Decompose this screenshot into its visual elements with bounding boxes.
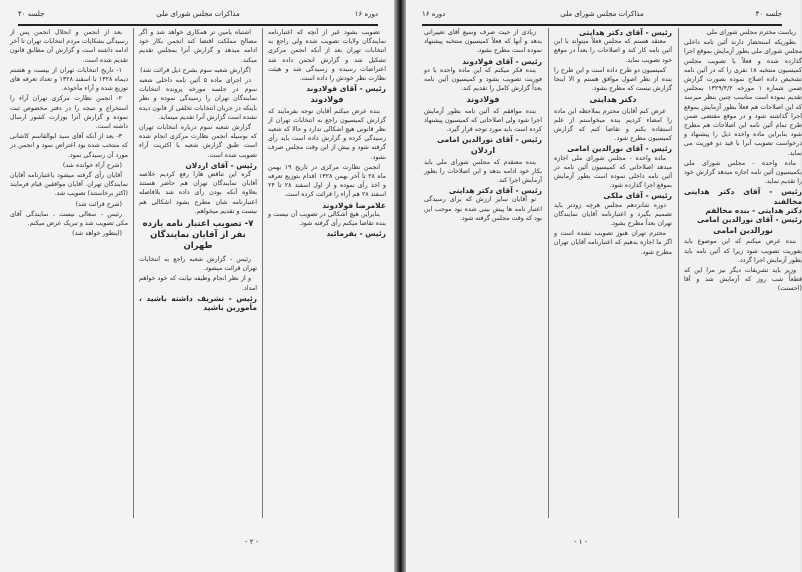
page-header: [422, 10, 782, 22]
section-heading: ۷- تصویب اعتبار نامه یازده نفر از آقایان نمایندگان طهران: [142, 219, 254, 252]
paragraph: بنده عرض میکنم که این موضوع باید بفوریت تصویب شود زیرا که آئین نامه باید بطور آزمایش اجرا گردد.: [684, 238, 802, 264]
paragraph: اشتباه یامین تر همکاری خواهد شد و اگر مصالح مملکت اقتضا کند انجمن بکار خود ادامه میدهد و گزارش آنرا بمجلس تقدیم میکند.: [139, 29, 257, 64]
paragraph: کمیسیون دو طرح داده است و این طرح را بنده از نظر اصول موافق هستم و الا اینجا گزارش نیست که مطرح بشود.: [554, 66, 672, 93]
speaker-name: رئیس - آقای دکتر هدایتی: [448, 186, 542, 196]
term-label: دوره ۱۶: [354, 10, 378, 18]
speaker-name: رئیس - آقای نورالدین امامی: [437, 135, 542, 145]
right-page: [404, 0, 800, 572]
header-rule: [422, 24, 782, 26]
paragraph: زیادی از حیث صرف وسیع آقای تغییراتی بدهد و آنها که فعلاً کمیسیون منتخبه پیشنهاد نموده است مطرح بشود.: [424, 29, 542, 55]
speaker-name: رئیس - آقای نورالدین امامی: [697, 215, 802, 225]
paragraph: عرض کنم آقایان محترم بملاحظه این ماده را امضاء کردیم بنده میخواستم از علم استفاده بکنم و تقاضا کنم که گزارش کمیسیون مطرح شود.: [554, 107, 672, 143]
speaker-name: فولادوند: [310, 95, 344, 105]
paragraph: بنده عرض میکنم آقایان توجه بفرمایند که گزارش کمیسیون راجع به انتخابات تهران از نظر قانونی هیچ اشکالی ندارد و حالا که شعبه رسیدگی کرده و گزارش داده است باید رأی گرفته شود و بیش از این وقت مجلس صرف نشود.: [268, 107, 386, 161]
term-label: دوره ۱۶: [422, 10, 446, 18]
speaker-name: غلامرضا فولادوند: [322, 200, 386, 210]
session-label: جلسه ۴۰: [755, 10, 782, 18]
speaker-name: نورالدین امامی: [713, 226, 773, 236]
paragraph: انجمن نظارت مرکزی در تاریخ ۱۹ بهمن ماه ۲۸ تا آخر بهمن ۱۳۲۸ اقدام بتوزیع تعرفه و اخذ رأی نموده و از اول اسفند ۲۸ تا ۲۴ اسفند ۲۸ هم آراء را قرائت کرده است.: [268, 163, 386, 199]
speaker-name: رئیس - آقای دکتر هدایتی مخالفند: [684, 187, 802, 206]
paragraph: تصویب بشود غیر از آنچه که اعتبارنامه نمایندگان ولایات تصویب شده ولی راجع به انتخابات تهران بعد از آنکه انجمن مرکزی تشکیل شد و گزارش انجمن داده شد اعتراضات رسیده و رسیدگی شد و هیئت نظارت نظر خودش را داده است.: [268, 29, 386, 83]
paragraph: رئیس - سعالی نیست ، نمایندگی آقای مکی تصویب شد و تبریک عرض میکنم.: [10, 210, 128, 228]
speaker-name: رئیس - آقای ملکی: [603, 191, 672, 201]
page-number: - ۱ -: [574, 538, 588, 546]
page-header: [18, 10, 378, 22]
paragraph: بنابراین هیچ اشکالی در تصویب آن نیست و بنده تقاضا میکنم رأی گرفته شود.: [268, 210, 386, 228]
book-spine: [394, 0, 406, 572]
paragraph: رئیس - گزارش شعبه راجع به انتخابات تهران قرائت میشود.: [139, 256, 257, 273]
speaker-name: اردلان: [470, 146, 496, 156]
speaker-name: رئیس - تشریف داشته باشید ، مأمورین باشید: [139, 293, 257, 313]
paragraph: نو آقایان سایر ارزش که برای رسیدگی اعتبار نامه ها پیش بینی شده بود موجب این بود که وقت مجلس گرفته شود.: [424, 196, 542, 222]
column-divider: [678, 28, 679, 518]
column-3: [10, 28, 128, 523]
paragraph: گره این تناقض هارا رفع کردیم خلاصه آقایان نمایندگان تهران هم حاضر هستند بعلاوه آنکه بودن رأی داده شد بلافاصله اعتبارنامه شان مطرح بشود اشکالی هم نیست و تقدیم میخواهم.: [139, 171, 257, 215]
paragraph: در اجرای ماده ۵ آئین نامه داخلی شعبه سوم در جلسه مورخه پرونده انتخابات نمایندگان تهران را رسیدگی نموده و نظر باینکه در جریان انتخابات تخلفی از قانون دیده نشده است گزارش آنرا تقدیم مینماید.: [139, 77, 257, 121]
speaker-name: دکتر هدایتی - بنده مخالفم: [705, 205, 802, 215]
paragraph: ماده واحده - مجلس شورای ملی اجازه میدهد اصلاحاتی که کمیسیون آئین نامه در آئین نامه داخلی نموده است بطور آزمایش بموقع اجرا گذارده شود.: [554, 154, 672, 190]
paragraph: معتقد هستم که مجلس فعلاً میتواند با این آئین نامه کار کند و اصلاحات را بعداً در موقع خود تصویب نماید.: [554, 38, 672, 64]
paragraph: ۱- تاریخ انتخابات تهران از بیست و هشتم دیماه ۱۳۲۸ تا اسفند ۱۳۲۸ و تعداد تعرفه های توزیع شده و آراء مأخوذه.: [10, 66, 128, 93]
column-1: [268, 28, 386, 523]
speaker-name: دکتر هدایتی: [589, 95, 637, 105]
column-2: [554, 28, 672, 523]
session-label: جلسه ۴۰: [18, 10, 45, 18]
paragraph: ریاست محترم مجلس شورای ملی: [706, 29, 796, 36]
column-divider: [262, 28, 263, 518]
speaker-name: رئیس - آقای نورالدین امامی: [567, 144, 672, 154]
column-1: [684, 28, 802, 523]
speaker-name: رئیس - آقای دکتر هدایتی: [578, 28, 672, 37]
paragraph: ماده واحده - مجلس شورای ملی بکمیسیون آئین نامه اجازه میدهد گزارش خود را تقدیم نماید.: [684, 159, 802, 186]
speaker-name: رئیس - آقای فولادوند: [462, 56, 542, 66]
column-divider: [133, 28, 134, 518]
paragraph: (گزارش شعبه سوم بشرح ذیل قرائت شد): [140, 66, 251, 74]
paragraph: دوره شانزدهم مجلس هرچه زودتر باید تصمیم بگیرد و اعتبارنامه آقایان نمایندگان تهران بعداً مطرح بشود.: [554, 201, 672, 228]
paragraph: (شرح آراء خوانده شد): [62, 161, 122, 169]
paragraph: (شرح قرائت شد): [75, 200, 122, 208]
speaker-name: فولادوند: [466, 95, 500, 105]
speaker-name: رئیس - بفرمائید: [326, 229, 386, 239]
paragraph: وزیر باید تشریفات دیگر نیز مرا این که قطعاً شب روز که آزمایش شد و آقا (احسنت): [684, 267, 802, 293]
paragraph: و از نظر انجام وظیفه نیابت که خود خواهم امداد.: [139, 275, 257, 292]
paragraph: بنده فکر میکنم که این ماده واحده با دو فوریت تصویب بشود و کمیسیون آئین نامه بعداً گزارش کامل را تقدیم کند.: [424, 66, 542, 93]
column-2: [139, 28, 257, 523]
speaker-name: رئیس - آقای اردلان: [185, 160, 257, 170]
column-3: [424, 28, 542, 523]
page-number: - ۲ -: [245, 538, 259, 546]
paragraph: آقایان رأی گرفته میشود باعتبارنامه آقایان نمایندگان تهران. آقایان موافقین قیام فرمایند (اکثر برخاستند) تصویب شد.: [10, 172, 128, 198]
paragraph: بنده معتقدم که مجلس شورای ملی باید بکار خود ادامه بدهد و این اصلاحات را بطور آزمایش اجرا کند.: [424, 158, 542, 185]
paragraph: ۲- انجمن نظارت مرکزی تهران آراء را استخراج و نتیجه را در دفتر مخصوص ثبت نموده و گزارش آنرا بوزارت کشور ارسال داشته است.: [10, 95, 128, 131]
paragraph: بنده موافقم که آئین نامه بطور آزمایش اجرا شود ولی اصلاحاتی که کمیسیون پیشنهاد کرده است باید مورد توجه قرار گیرد.: [424, 107, 542, 134]
header-title: مذاکرات مجلس شورای ملی: [560, 10, 644, 18]
paragraph: ۳- بعد از آنکه آقای سید ابوالقاسم کاشانی که منتخب شده بود اعتراض نمود و انجمن در مورد آن رسیدگی نمود.: [10, 133, 128, 159]
paragraph: محترم تهران هنوز تصویب نشده است و اگر ما اجازه بدهیم که اعتبارنامه آقایان تهران مطرح شود.: [554, 230, 672, 256]
speaker-name: رئیس - آقای فولادوند: [306, 84, 386, 94]
left-page: [0, 0, 396, 572]
paragraph: بعد از انجمن و انحلال انجمن پس از رسیدگی بشکایات مردم انتخابات تهران تا آخر ادامه داشته است و گزارش آن مطابق قانون تقدیم شده است.: [10, 29, 128, 64]
paragraph: گزارش شعبه سوم درباره انتخابات تهران که بوسیله انجمن نظارت مرکزی انجام شده است طبق گزارش شعبه با اکثریت آراء تصویب شده است.: [139, 124, 257, 159]
paragraph: بطوریکه استحضار دارند آئین نامه داخلی مجلس شورای ملی بطور آزمایش بموقع اجرا گذارده شده و فعلاً با تصویب مجلس کمیسیون منتخبه ۱۸ نفری را که در آئین نامه تشخیص داده اصلاح نموده بصورت گزارش ضمن شماره ۱ مورخه ۱۳۲۹/۴/۲ بمجلس تقدیم نموده است مناسب چنین بنظر میرسد که این اصلاحات هم فعلاً بطور آزمایش بموقع اجرا گذاشته شود و در موقع مقتضی ضمن طرح تمام آئین نامه این اصلاحات هم مطرح شود بنابراین ماده واحده ذیل را پیشنهاد و درخواست تصویب آنرا با قید دو فوریت می نماید.: [684, 39, 802, 157]
header-rule: [18, 24, 378, 26]
column-divider: [548, 28, 549, 518]
header-title: مذاکرات مجلس شورای ملی: [156, 10, 240, 18]
paragraph: (اینطور خواهد شد): [72, 230, 122, 238]
